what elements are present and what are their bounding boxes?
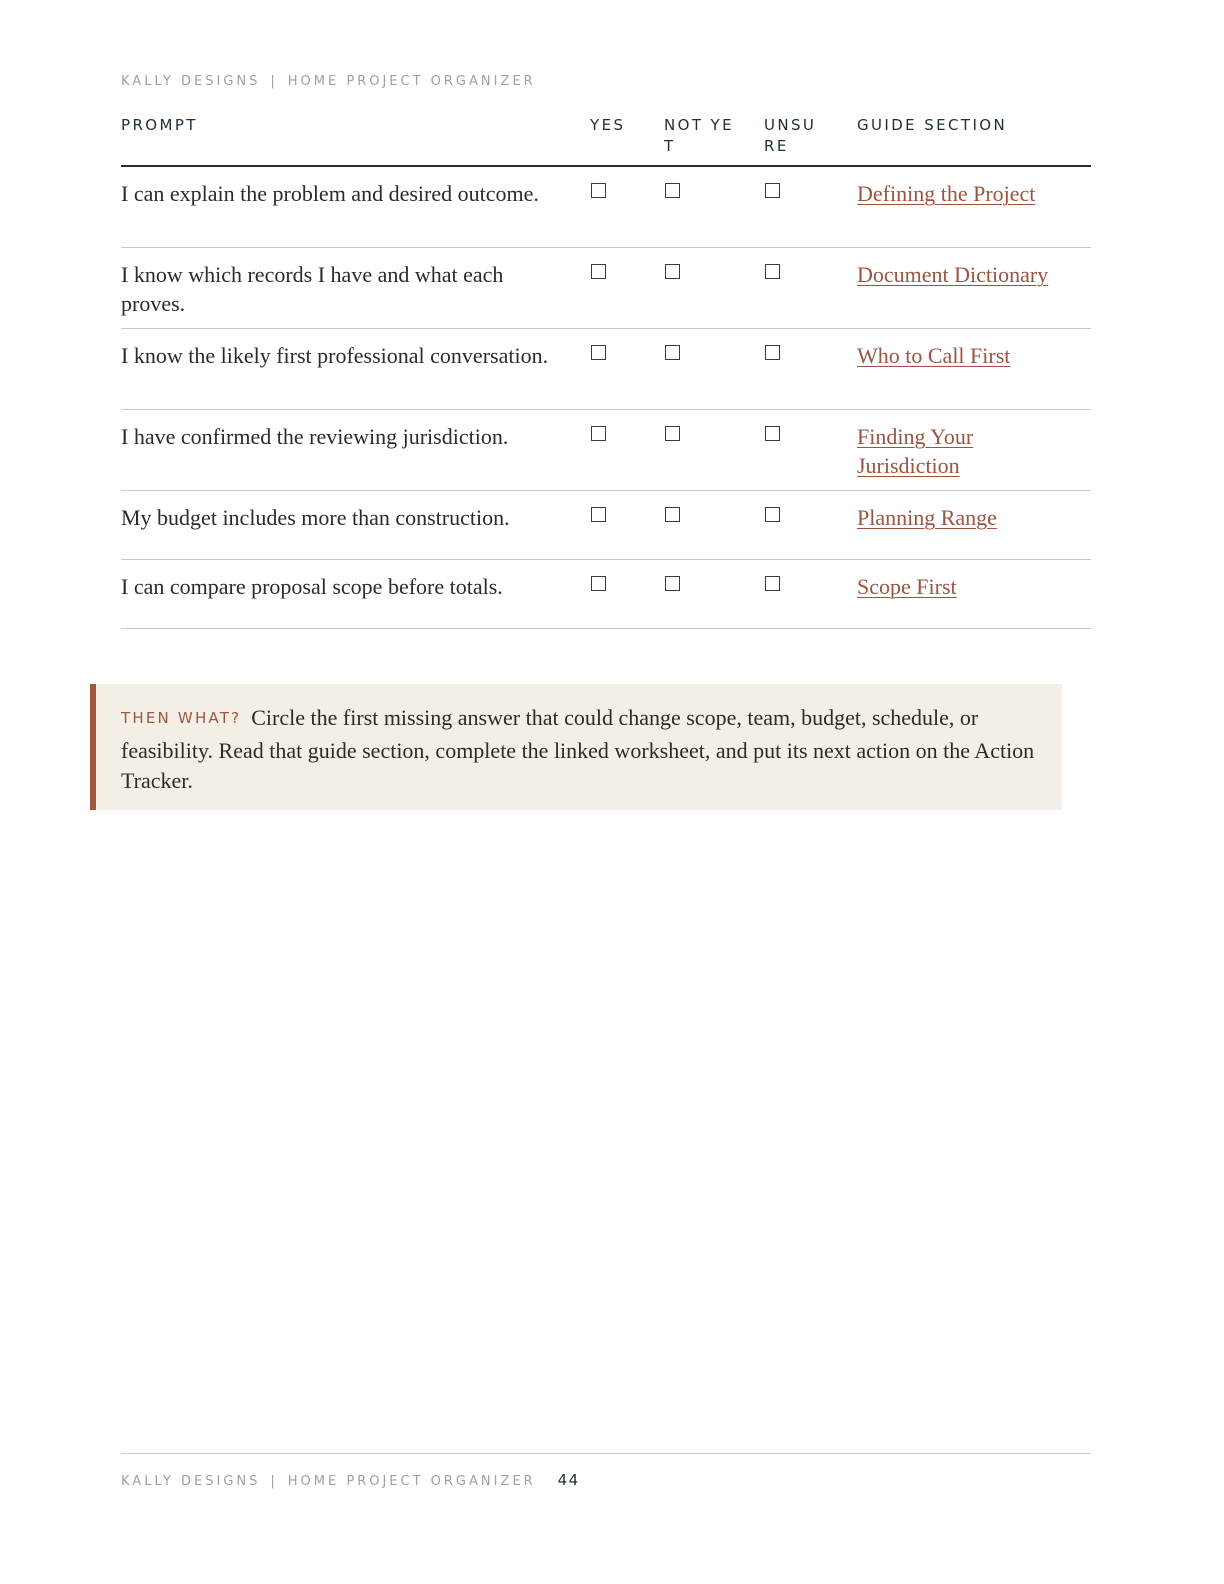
guide-section-link[interactable]: Document Dictionary (857, 261, 1049, 287)
then-what-callout (90, 684, 1062, 810)
table-row (121, 490, 1091, 559)
yes-checkbox[interactable] (591, 345, 606, 360)
unsure-checkbox[interactable] (765, 576, 780, 591)
column-header-guide-section: GUIDE SECTION (857, 113, 1091, 166)
not-yet-checkbox[interactable] (665, 183, 680, 198)
unsure-checkbox[interactable] (765, 507, 780, 522)
unsure-checkbox[interactable] (765, 264, 780, 279)
prompt-text: I have confirmed the reviewing jurisdiction. (121, 409, 590, 490)
guide-section-link[interactable]: Planning Range (857, 504, 997, 530)
unsure-checkbox[interactable] (765, 426, 780, 441)
prompt-text: My budget includes more than construction. (121, 490, 590, 559)
running-header (121, 74, 536, 89)
not-yet-checkbox[interactable] (665, 345, 680, 360)
column-header-unsure: UNSURE (764, 113, 857, 166)
running-footer (121, 1471, 580, 1489)
footer-brand: KALLY DESIGNS (121, 1474, 261, 1489)
not-yet-checkbox[interactable] (665, 426, 680, 441)
column-header-not-yet: NOT YET (664, 113, 764, 166)
guide-section-link[interactable]: Scope First (857, 573, 957, 599)
table-row (121, 166, 1091, 247)
table-row (121, 409, 1091, 490)
table-header-row (121, 113, 1091, 166)
column-header-prompt: PROMPT (121, 113, 590, 166)
table-row (121, 559, 1091, 628)
page-number: 44 (557, 1471, 580, 1489)
table-row (121, 328, 1091, 409)
not-yet-checkbox[interactable] (665, 576, 680, 591)
unsure-checkbox[interactable] (765, 183, 780, 198)
guide-section-link[interactable]: Who to Call First (857, 342, 1011, 368)
column-header-yes: YES (590, 113, 664, 166)
header-separator: | (270, 74, 278, 89)
prompt-text: I can compare proposal scope before totals. (121, 559, 590, 628)
table-row (121, 247, 1091, 328)
yes-checkbox[interactable] (591, 576, 606, 591)
header-publication: HOME PROJECT ORGANIZER (287, 74, 536, 89)
guide-section-link[interactable]: Finding Your Jurisdiction (857, 423, 974, 478)
footer-publication: HOME PROJECT ORGANIZER (287, 1474, 536, 1489)
checklist-table (121, 113, 1091, 629)
prompt-text: I can explain the problem and desired outcome. (121, 166, 590, 247)
not-yet-checkbox[interactable] (665, 264, 680, 279)
not-yet-checkbox[interactable] (665, 507, 680, 522)
prompt-text: I know which records I have and what each proves. (121, 247, 590, 328)
footer-separator: | (270, 1474, 278, 1489)
unsure-checkbox[interactable] (765, 345, 780, 360)
header-brand: KALLY DESIGNS (121, 74, 261, 89)
callout-text: Circle the first missing answer that could change scope, team, budget, schedule, or feasibility. Read that guide section, complete the linked worksheet, and put its next action on the Action Tracker. (121, 705, 1035, 793)
yes-checkbox[interactable] (591, 264, 606, 279)
yes-checkbox[interactable] (591, 183, 606, 198)
prompt-text: I know the likely first professional conversation. (121, 328, 590, 409)
footer-divider (121, 1453, 1091, 1454)
yes-checkbox[interactable] (591, 426, 606, 441)
guide-section-link[interactable]: Defining the Project (857, 181, 1036, 206)
yes-checkbox[interactable] (591, 507, 606, 522)
callout-label: THEN WHAT? (121, 709, 242, 727)
